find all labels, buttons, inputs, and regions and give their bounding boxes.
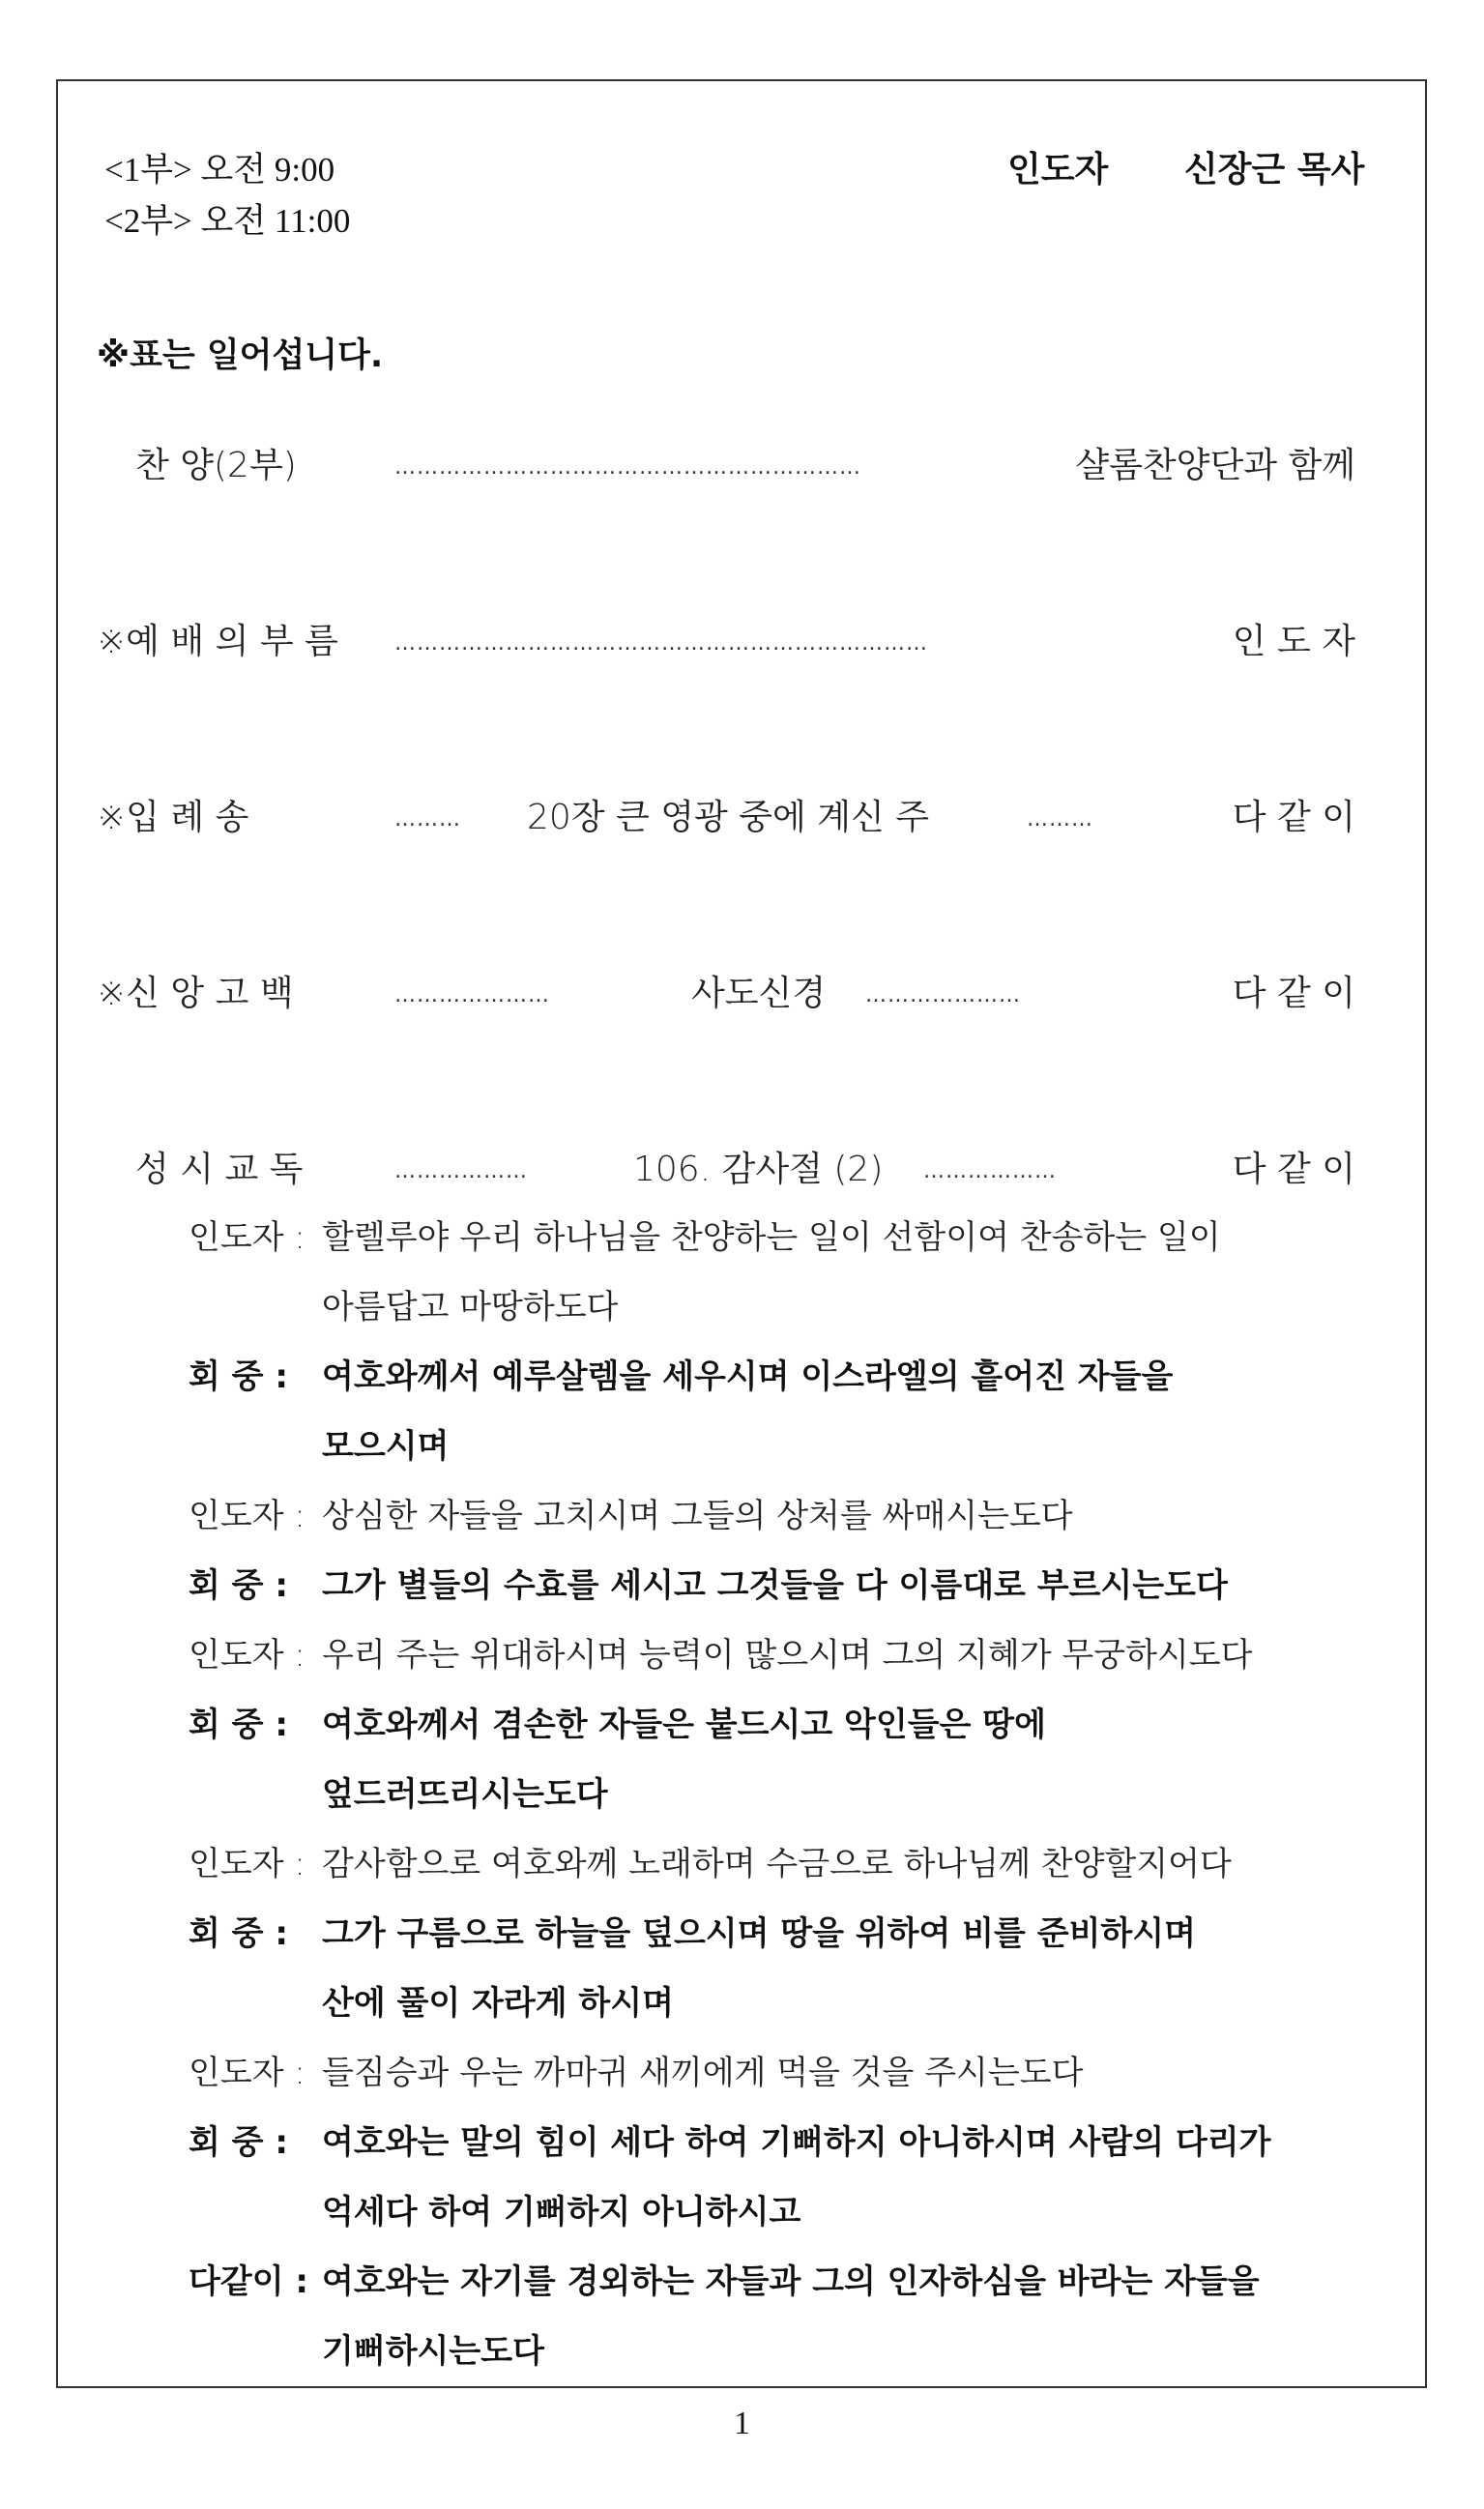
reading-line: 여호와께서 겸손한 자들은 붙드시고 악인들은 땅에 [322, 1706, 1046, 1744]
reading-speaker: 인도자 : [189, 2054, 306, 2092]
order-item-creed [97, 971, 1384, 1017]
reading-speaker: 인도자 : [189, 1845, 306, 1883]
reading-line: 여호와께서 예루살렘을 세우시며 이스라엘의 흩어진 자들을 [322, 1357, 1174, 1396]
reading-line: 들짐승과 우는 까마귀 새끼에게 먹을 것을 주시는도다 [322, 2054, 1084, 2092]
leader-dots: ………………… [394, 983, 550, 1007]
leader-dots: ……………………………………………………………… [394, 631, 928, 656]
reading-speaker: 다같이 : [189, 2262, 308, 2301]
order-item-right: 인 도 자 [1232, 622, 1355, 661]
standing-notice: ※표는 일어섭니다. [97, 336, 384, 375]
reading-line: 아름답고 마땅하도다 [322, 1288, 619, 1327]
reading-speaker: 인도자 : [189, 1497, 306, 1535]
order-item-middle: 106. 감사절 (2) [633, 1150, 884, 1189]
order-item-title: 성 시 교 독 [135, 1150, 304, 1189]
reading-speaker: 회 중 : [189, 1566, 288, 1605]
order-item-right: 다 같 이 [1232, 1150, 1355, 1189]
leader-dots: ……………… [394, 1159, 528, 1183]
reading-line: 그가 구름으로 하늘을 덮으시며 땅을 위하여 비를 준비하시며 [322, 1914, 1196, 1953]
order-item-middle: 20장 큰 영광 중에 계신 주 [527, 798, 930, 837]
service-time-1: <1부> 오전 9:00 [104, 151, 335, 189]
order-item-processional-hymn [97, 795, 1384, 841]
reading-speaker: 인도자 : [189, 1636, 306, 1675]
reading-line: 억세다 하여 기뻐하지 아니하시고 [322, 2193, 801, 2232]
officiant-label: 인도자 [1007, 150, 1109, 190]
service-time-2: <2부> 오전 11:00 [104, 202, 351, 240]
order-item-responsive-reading [97, 1147, 1384, 1193]
reading-line: 여호와는 자기를 경외하는 자들과 그의 인자하심을 바라는 자들을 [322, 2262, 1260, 2301]
reading-speaker: 회 중 : [189, 1706, 288, 1744]
reading-speaker: 회 중 : [189, 1357, 288, 1396]
order-item-title: ※신 앙 고 백 [97, 974, 294, 1013]
reading-speaker: 회 중 : [189, 1914, 288, 1953]
order-item-title: 찬 양(2부) [135, 446, 297, 485]
order-item-right: 샬롬찬양단과 함께 [1075, 446, 1355, 485]
leader-dots: ……………………………………………………… [394, 455, 861, 480]
reading-line: 그가 별들의 수효를 세시고 그것들을 다 이름대로 부르시는도다 [322, 1566, 1228, 1605]
reading-line: 상심한 자들을 고치시며 그들의 상처를 싸매시는도다 [322, 1497, 1073, 1535]
reading-line: 모으시며 [322, 1427, 450, 1466]
order-item-title: ※예 배 의 부 름 [97, 622, 338, 661]
order-item-right: 다 같 이 [1232, 974, 1355, 1013]
reading-line: 감사함으로 여호와께 노래하며 수금으로 하나님께 찬양할지어다 [322, 1845, 1232, 1883]
reading-line: 우리 주는 위대하시며 능력이 많으시며 그의 지혜가 무궁하시도다 [322, 1636, 1253, 1675]
leader-dots: ……………… [923, 1159, 1057, 1183]
order-item-middle: 사도신경 [691, 974, 827, 1013]
order-item-right: 다 같 이 [1232, 798, 1355, 837]
reading-speaker: 인도자 : [189, 1218, 306, 1257]
officiant-name: 신장근 목사 [1184, 150, 1365, 190]
leader-dots: ……… [394, 807, 461, 831]
order-item-praise [97, 443, 1384, 489]
reading-line: 할렐루야 우리 하나님을 찬양하는 일이 선함이여 찬송하는 일이 [322, 1218, 1221, 1257]
order-item-title: ※입 례 송 [97, 798, 249, 837]
leader-dots: ……… [1027, 807, 1093, 831]
reading-speaker: 회 중 : [189, 2123, 288, 2162]
reading-line: 산에 풀이 자라게 하시며 [322, 1984, 674, 2023]
reading-line: 엎드러뜨리시는도다 [322, 1775, 608, 1814]
reading-line: 기뻐하시는도다 [322, 2332, 544, 2371]
leader-dots: ………………… [865, 983, 1021, 1007]
order-item-call-to-worship [97, 619, 1384, 665]
reading-line: 여호와는 말의 힘이 세다 하여 기뻐하지 아니하시며 사람의 다리가 [322, 2123, 1271, 2162]
page-number: 1 [734, 2406, 750, 2441]
